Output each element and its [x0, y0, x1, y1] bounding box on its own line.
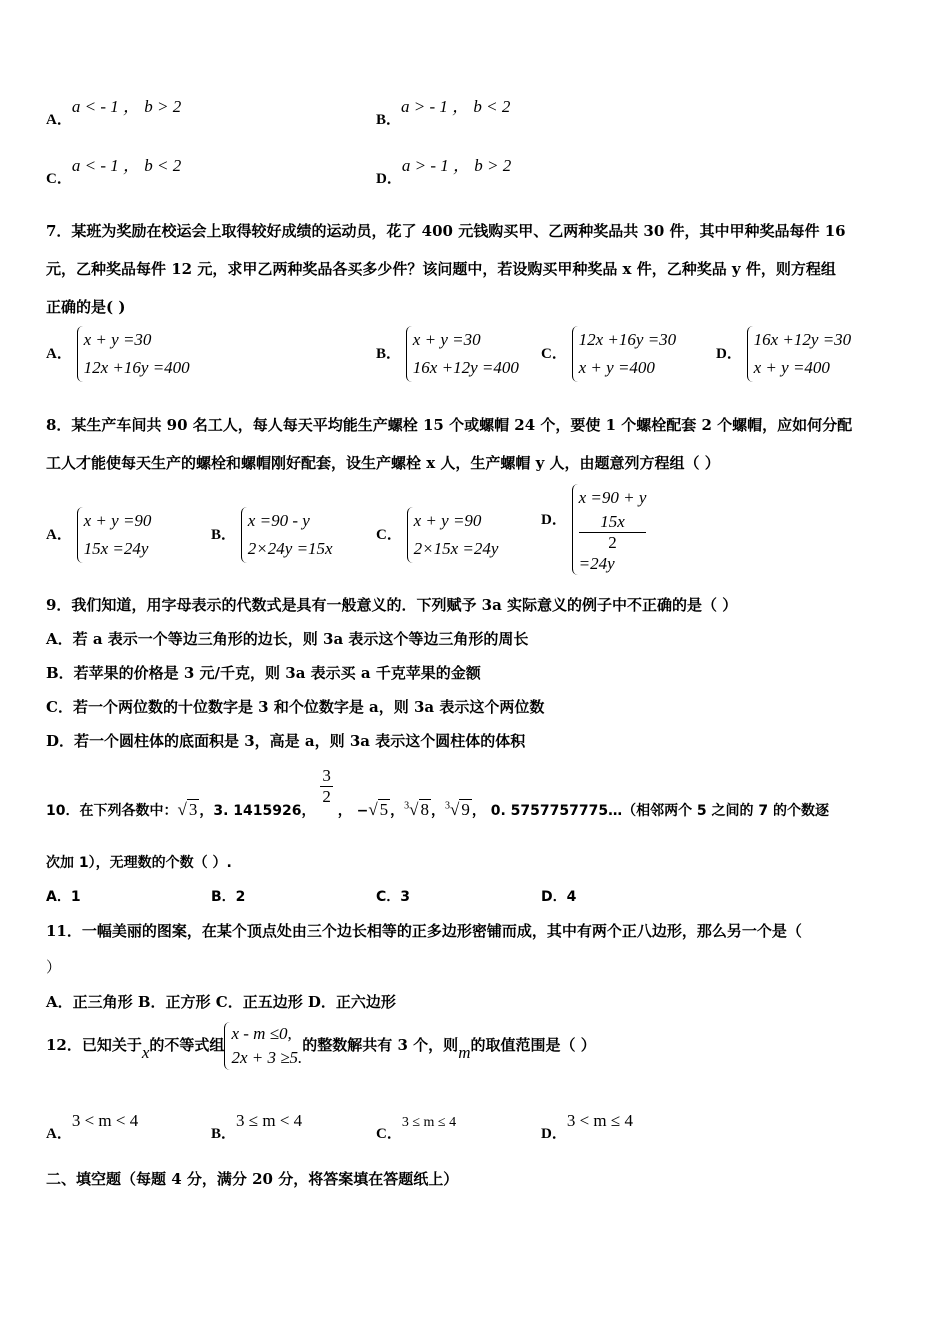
equation-system: x + y =90 2×15x =24y — [407, 507, 499, 563]
q7-option-b: B． x + y =30 16x +12y =400 — [376, 326, 519, 382]
q7-stem-line2: 元，乙种奖品每件 12 元，求甲乙两种奖品各买多少件？该问题中，若设购买甲种奖品 x 件，乙种奖品 y 件，则方程组 — [46, 260, 836, 278]
q6-option-c: C．a < - 1 ， b < 2 — [46, 156, 182, 187]
sqrt-3: √ 3 — [177, 799, 198, 819]
q9-option-a: A．若 a 表示一个等边三角形的边长，则 3a 表示这个等边三角形的周长 — [46, 630, 529, 648]
q9-option-b: B．若苹果的价格是 3 元/千克，则 3a 表示买 a 千克苹果的金额 — [46, 664, 481, 682]
q12-option-a: A．3 < m < 4 — [46, 1111, 139, 1142]
equation-system: 12x +16y =30 x + y =400 — [572, 326, 677, 382]
q9-option-d: D．若一个圆柱体的底面积是 3，高是 a，则 3a 表示这个圆柱体的体积 — [46, 732, 526, 750]
q10-option-d: D．4 — [541, 889, 577, 905]
q8-option-d: D． x =90 + y 15x 2 =24y — [541, 484, 646, 575]
q12-stem: 12．已知关于x的不等式组 x - m ≤0, 2x + 3 ≥5. 的整数解共有 3 个，则m的取值范围是（ ） — [46, 1022, 910, 1070]
q11-options: A．正三角形 B．正方形 C．正五边形 D．正六边形 — [46, 993, 396, 1011]
equation-system: x + y =30 16x +12y =400 — [406, 326, 519, 382]
cbrt-8: $^3$√ 8 — [404, 799, 429, 819]
q10-option-c: C．3 — [376, 889, 411, 905]
q7-option-a: A． x + y =30 12x +16y =400 — [46, 326, 190, 382]
fraction: 15x 2 — [579, 512, 647, 553]
q8-stem-line2: 工人才能使每天生产的螺栓和螺帽刚好配套，设生产螺栓 x 人，生产螺帽 y 人，由题意列方程组（ ） — [46, 454, 720, 472]
q12-option-d: D．3 < m ≤ 4 — [541, 1111, 633, 1142]
equation-system: x + y =30 12x +16y =400 — [77, 326, 190, 382]
q8-stem-line1: 8．某生产车间共 90 名工人，每人每天平均能生产螺栓 15 个或螺帽 24 个，要使 1 个螺栓配套 2 个螺帽，应如何分配 — [46, 416, 853, 434]
q9-stem: 9．我们知道，用字母表示的代数式是具有一般意义的．下列赋予 3a 实际意义的例子中不正确的是（ ） — [46, 596, 738, 614]
q10-option-b: B．2 — [211, 889, 246, 905]
q6-option-d: D．a > - 1 ， b > 2 — [376, 156, 512, 187]
q7-option-d: D． 16x +12y =30 x + y =400 — [716, 326, 851, 382]
q6-option-a: A．a < - 1 ， b > 2 — [46, 97, 182, 128]
q7-stem-line1: 7．某班为奖励在校运会上取得较好成绩的运动员，花了 400 元钱购买甲、乙两种奖品共 30 件，其中甲种奖品每件 16 — [46, 222, 846, 240]
sqrt-5: √ 5 — [368, 799, 389, 819]
q12-option-c: C．3 ≤ m ≤ 4 — [376, 1115, 457, 1142]
section-2-heading: 二、填空题（每题 4 分，满分 20 分，将答案填在答题纸上） — [46, 1170, 459, 1188]
q10-option-a: A．1 — [46, 889, 81, 905]
q10-stem-line2: 次加 1），无理数的个数（ ）. — [46, 855, 232, 871]
q9-option-c: C．若一个两位数的十位数字是 3 和个位数字是 a，则 3a 表示这个两位数 — [46, 698, 545, 716]
q11-stem-line1: 11．一幅美丽的图案，在某个顶点处由三个边长相等的正多边形密铺而成，其中有两个正八边形，那么另一个是（ — [46, 922, 802, 940]
q10-stem-line1: 10．在下列各数中：√ 3 ，3. 1415926， $\frac{3}{2}$ ， −√ 5 ，$^3$√ 8 ，$^3$√ 9 ， 0. 5757757775…（相邻两个 5 之间的 7 的个数逐 — [46, 766, 830, 819]
cbrt-9: $^3$√ 9 — [445, 799, 470, 819]
equation-system: x =90 - y 2×24y =15x — [241, 507, 333, 563]
q12-option-b: B．3 ≤ m < 4 — [211, 1111, 303, 1142]
q11-stem-line2: ） — [46, 958, 62, 976]
q6-option-b: B．a > - 1 ， b < 2 — [376, 97, 511, 128]
q8-option-c: C． x + y =90 2×15x =24y — [376, 507, 498, 563]
equation-system: x =90 + y 15x 2 =24y — [572, 484, 647, 575]
q7-stem-line3: 正确的是( ) — [46, 298, 126, 316]
q8-option-a: A． x + y =90 15x =24y — [46, 507, 151, 563]
inequality-system: x - m ≤0, 2x + 3 ≥5. — [224, 1022, 302, 1070]
q7-option-c: C． 12x +16y =30 x + y =400 — [541, 326, 676, 382]
equation-system: x + y =90 15x =24y — [77, 507, 152, 563]
fraction-3-2: $\frac{3}{2}$ — [322, 766, 331, 806]
equation-system: 16x +12y =30 x + y =400 — [747, 326, 852, 382]
q8-option-b: B． x =90 - y 2×24y =15x — [211, 507, 333, 563]
